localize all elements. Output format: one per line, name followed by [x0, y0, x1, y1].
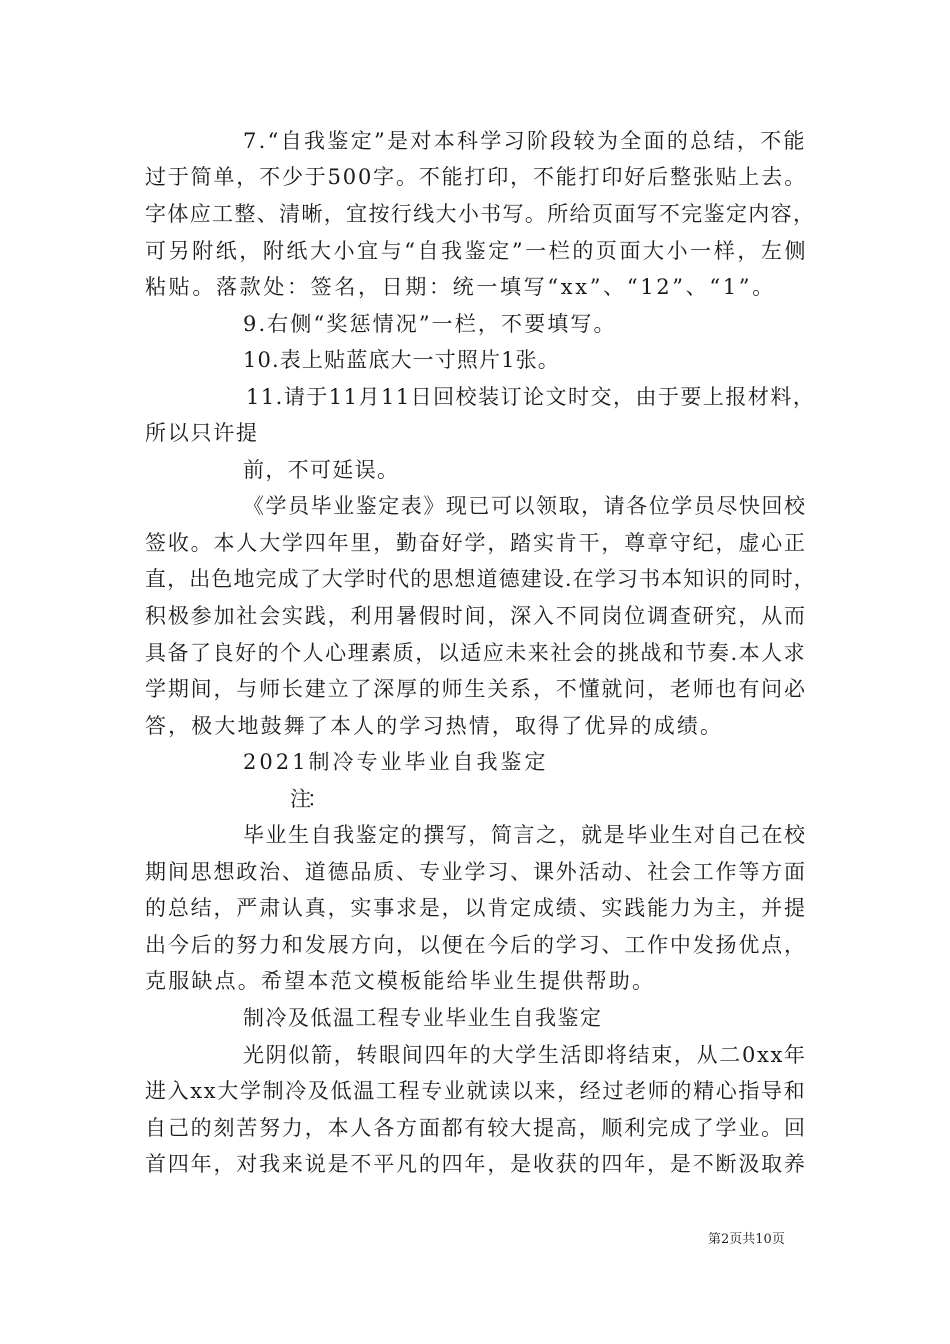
text-line: 答，极大地鼓舞了本人的学习热情，取得了优异的成绩。: [145, 714, 724, 738]
text-line: 9.右侧“奖惩情况”一栏，不要填写。: [243, 312, 617, 336]
section-heading: 2021制冷专业毕业自我鉴定: [243, 750, 549, 774]
text-line: 光阴似箭，转眼间四年的大学生活即将结束，从二0xx年: [243, 1043, 807, 1067]
text-line: 进入xx大学制冷及低温工程专业就读以来，经过老师的精心指导和: [145, 1079, 807, 1103]
section-heading: 制冷及低温工程专业毕业生自我鉴定: [243, 1006, 603, 1030]
text-line: 所以只许提: [145, 421, 259, 445]
text-line: 克服缺点。希望本范文模板能给毕业生提供帮助。: [145, 969, 656, 993]
text-line: 的总结，严肃认真，实事求是，以肯定成绩、实践能力为主，并提: [145, 896, 807, 920]
text-line: 《学员毕业鉴定表》现已可以领取，请各位学员尽快回校: [243, 494, 807, 518]
text-line: 过于简单，不少于500字。不能打印，不能打印好后整张贴上去。: [145, 165, 807, 189]
text-line: 11.请于11月11日回校装订论文时交，由于要上报材料，: [246, 385, 816, 409]
text-line: 注：: [290, 787, 324, 811]
text-line: 学期间，与师长建立了深厚的师生关系，不懂就问，老师也有问必: [145, 677, 807, 701]
text-line: 7.“自我鉴定”是对本科学习阶段较为全面的总结，不能: [243, 129, 807, 153]
text-line: 毕业生自我鉴定的撰写，简言之，就是毕业生对自己在校: [243, 823, 807, 847]
text-line: 签收。本人大学四年里，勤奋好学，踏实肯干，尊章守纪，虚心正: [145, 531, 807, 555]
text-line: 直，出色地完成了大学时代的思想道德建设.在学习书本知识的同时，: [145, 567, 816, 591]
text-line: 首四年，对我来说是不平凡的四年，是收获的四年，是不断汲取养: [145, 1152, 807, 1176]
text-line: 具备了良好的个人心理素质，以适应未来社会的挑战和节奏.本人求: [145, 641, 807, 665]
text-line: 10.表上贴蓝底大一寸照片1张。: [243, 348, 560, 372]
text-line: 前，不可延误。: [243, 458, 400, 482]
text-line: 粘贴。落款处：签名，日期：统一填写“xx”、“12”、“1”。: [145, 275, 776, 299]
text-line: 字体应工整、清晰，宜按行线大小书写。所给页面写不完鉴定内容，: [145, 202, 816, 226]
text-line: 期间思想政治、道德品质、专业学习、课外活动、社会工作等方面: [145, 860, 807, 884]
text-line: 自己的刻苦努力，本人各方面都有较大提高，顺利完成了学业。回: [145, 1116, 807, 1140]
text-line: 积极参加社会实践，利用暑假时间，深入不同岗位调查研究，从而: [145, 604, 807, 628]
text-line: 可另附纸，附纸大小宜与“自我鉴定”一栏的页面大小一样，左侧: [145, 239, 809, 263]
text-line: 出今后的努力和发展方向，以便在今后的学习、工作中发扬优点，: [145, 933, 807, 957]
page-number: 第2页共10页: [708, 1232, 785, 1247]
